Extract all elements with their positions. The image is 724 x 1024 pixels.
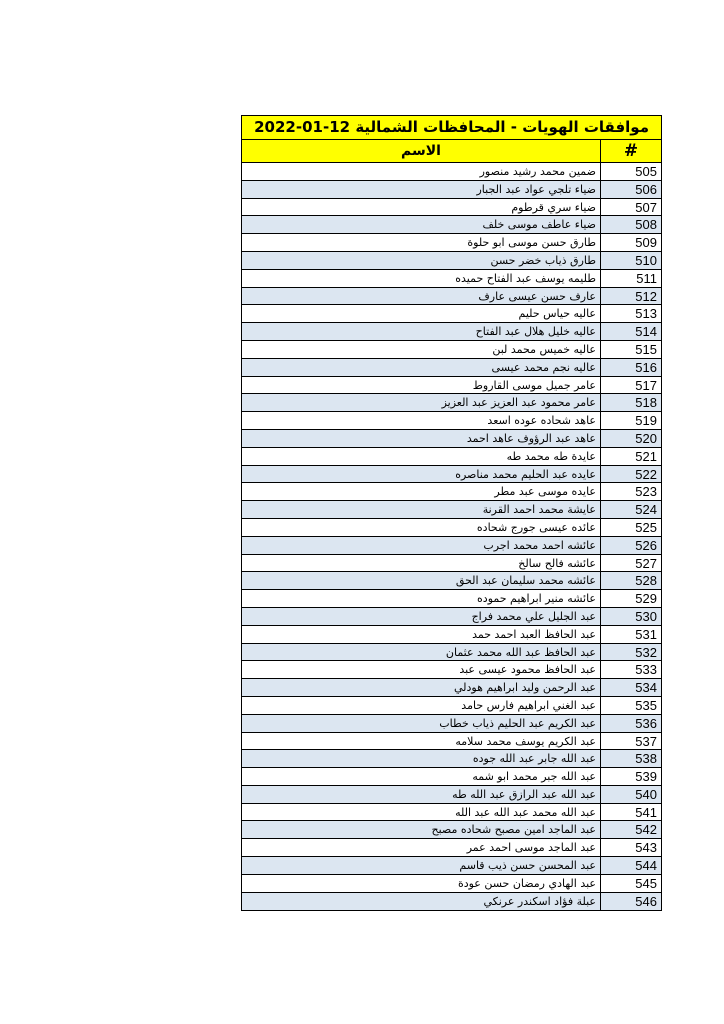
table-row	[242, 412, 661, 430]
person-name-cell: عارف حسن عيسى عارف	[242, 288, 601, 305]
table-title: موافقات الهويات - المحافظات الشمالية 12-01-2022	[242, 116, 661, 140]
row-number-cell: 519	[635, 413, 657, 429]
person-name-cell: عاليه خميس محمد لبن	[242, 341, 601, 358]
table-row	[242, 341, 661, 359]
row-number-cell: 518	[601, 394, 661, 411]
table-row	[242, 768, 661, 786]
person-name-cell: عاليه خليل هلال عبد الفتاح	[242, 323, 601, 340]
person-name-cell: عبد الماجد موسى احمد عمر	[242, 839, 601, 856]
person-name-cell: عامر محمود عبد العزيز عبد العزيز	[242, 394, 601, 411]
table-row	[242, 875, 661, 893]
table-row	[242, 377, 661, 395]
name-column-header: الاسم	[242, 140, 601, 162]
person-name-cell: عبد الكريم عبد الحليم ذياب خطاب	[242, 715, 601, 732]
table-row	[242, 590, 661, 608]
row-number-cell: 540	[601, 786, 661, 803]
person-name-cell: ضياء سري قرطوم	[242, 199, 601, 216]
table-row	[242, 270, 661, 288]
table-row	[242, 608, 661, 626]
table-row	[242, 537, 661, 555]
person-name-cell: عامر جميل موسى القاروط	[242, 377, 601, 394]
row-number-cell: 517	[635, 377, 657, 393]
person-name-cell: عايده عبد الحليم محمد مناصره	[242, 466, 601, 483]
table-row	[242, 697, 661, 715]
row-number-cell: 544	[601, 857, 661, 874]
row-number-cell: 507	[635, 199, 657, 215]
table-row	[242, 733, 661, 751]
row-number-cell: 535	[635, 697, 657, 713]
row-number-cell: 506	[601, 181, 661, 198]
table-row	[242, 483, 661, 501]
row-number-cell: 509	[635, 235, 657, 251]
person-name-cell: عبد المحسن حسن ذيب قاسم	[242, 857, 601, 874]
table-row	[242, 163, 661, 181]
row-number-cell: 510	[601, 252, 661, 269]
table-row	[242, 216, 661, 234]
table-row	[242, 626, 661, 644]
table-row	[242, 661, 661, 679]
table-header-row	[242, 140, 661, 163]
person-name-cell: عايدة طه محمد طه	[242, 448, 601, 465]
row-number-cell: 513	[635, 306, 657, 322]
person-name-cell: عبد الهادي رمضان حسن عودة	[242, 875, 601, 892]
row-number-cell: 543	[635, 840, 657, 856]
row-number-cell: 536	[601, 715, 661, 732]
row-number-cell: 511	[636, 270, 657, 286]
row-number-cell: 520	[601, 430, 661, 447]
table-row	[242, 679, 661, 697]
person-name-cell: عائشه احمد محمد اجرب	[242, 537, 601, 554]
table-body	[242, 163, 661, 910]
row-number-cell: 528	[601, 572, 661, 589]
row-number-cell: 512	[601, 288, 661, 305]
table-row	[242, 359, 661, 377]
number-column-header: #	[623, 141, 639, 161]
person-name-cell: عاليه نجم محمد عيسى	[242, 359, 601, 376]
table-row	[242, 715, 661, 733]
person-name-cell: ضياء عاطف موسى خلف	[242, 216, 601, 233]
row-number-cell: 525	[635, 519, 657, 535]
person-name-cell: عبد الرحمن وليد ابراهيم هودلي	[242, 679, 601, 696]
person-name-cell: طارق ذياب خضر حسن	[242, 252, 601, 269]
row-number-cell: 508	[601, 216, 661, 233]
person-name-cell: ضياء تلجي عواد عبد الجبار	[242, 181, 601, 198]
table-row	[242, 750, 661, 768]
row-number-cell: 515	[635, 341, 657, 357]
table-row	[242, 234, 661, 252]
person-name-cell: عبد الله عبد الرازق عبد الله طه	[242, 786, 601, 803]
row-number-cell: 546	[601, 893, 661, 911]
row-number-cell: 522	[601, 466, 661, 483]
table-row	[242, 448, 661, 466]
table-row	[242, 501, 661, 519]
row-number-cell: 532	[601, 644, 661, 661]
row-number-cell: 514	[601, 323, 661, 340]
table-row	[242, 555, 661, 573]
row-number-cell: 531	[635, 626, 657, 642]
person-name-cell: عبد الكريم يوسف محمد سلامه	[242, 733, 601, 750]
person-name-cell: عائشه فالح سالخ	[242, 555, 601, 572]
person-name-cell: عبد الله جابر عبد الله جوده	[242, 750, 601, 767]
row-number-cell: 524	[601, 501, 661, 518]
person-name-cell: عبد الماجد امين مصبح شحاده مصبح	[242, 821, 601, 838]
person-name-cell: عائده عيسى جورج شحاده	[242, 519, 601, 536]
table-row	[242, 394, 661, 412]
person-name-cell: عبد الغني ابراهيم فارس حامد	[242, 697, 601, 714]
person-name-cell: عبد الله محمد عبد الله عبد الله	[242, 804, 601, 821]
table-row	[242, 430, 661, 448]
row-number-cell: 537	[635, 733, 657, 749]
person-name-cell: عبلة فؤاد اسكندر عرنكي	[242, 893, 601, 911]
row-number-cell: 539	[635, 769, 657, 785]
row-number-cell: 530	[601, 608, 661, 625]
person-name-cell: عاهد شحاده عوده اسعد	[242, 412, 601, 429]
table-row	[242, 305, 661, 323]
person-name-cell: طارق حسن موسى ابو حلوة	[242, 234, 601, 251]
table-row	[242, 466, 661, 484]
table-row	[242, 181, 661, 199]
person-name-cell: عاهد عبد الرؤوف عاهد احمد	[242, 430, 601, 447]
table-row	[242, 644, 661, 662]
table-row	[242, 519, 661, 537]
table-row	[242, 857, 661, 875]
row-number-cell: 523	[635, 484, 657, 500]
row-number-cell: 538	[601, 750, 661, 767]
person-name-cell: عبد الحافظ محمود عيسى عبد	[242, 661, 601, 678]
row-number-cell: 533	[635, 662, 657, 678]
row-number-cell: 505	[635, 164, 657, 179]
person-name-cell: عبد الله جبر محمد ابو شمه	[242, 768, 601, 785]
table-row	[242, 821, 661, 839]
person-name-cell: عاليه حياس حليم	[242, 305, 601, 322]
person-name-cell: عايده موسى عبد مطر	[242, 483, 601, 500]
row-number-cell: 516	[601, 359, 661, 376]
person-name-cell: عبد الحافظ العبد احمد حمد	[242, 626, 601, 643]
table-row	[242, 893, 661, 911]
row-number-cell: 542	[601, 821, 661, 838]
person-name-cell: عبد الحافظ عبد الله محمد عثمان	[242, 644, 601, 661]
table-row	[242, 572, 661, 590]
person-name-cell: عايشة محمد احمد القرنة	[242, 501, 601, 518]
table-row	[242, 323, 661, 341]
table-row	[242, 804, 661, 822]
person-name-cell: عبد الجليل علي محمد فراج	[242, 608, 601, 625]
row-number-cell: 526	[601, 537, 661, 554]
row-number-cell: 527	[635, 555, 657, 571]
person-name-cell: ضمين محمد رشيد منصور	[242, 163, 601, 180]
approvals-table	[241, 115, 662, 911]
row-number-cell: 521	[635, 448, 657, 464]
table-row	[242, 199, 661, 217]
row-number-cell: 534	[601, 679, 661, 696]
table-row	[242, 786, 661, 804]
table-row	[242, 839, 661, 857]
row-number-cell: 541	[635, 804, 657, 820]
row-number-cell: 545	[635, 875, 657, 891]
person-name-cell: عائشه منير ابراهيم حموده	[242, 590, 601, 607]
person-name-cell: طليمه يوسف عبد الفتاح حميده	[242, 270, 601, 287]
person-name-cell: عائشه محمد سليمان عبد الحق	[242, 572, 601, 589]
table-row	[242, 252, 661, 270]
row-number-cell: 529	[635, 591, 657, 607]
table-row	[242, 288, 661, 306]
